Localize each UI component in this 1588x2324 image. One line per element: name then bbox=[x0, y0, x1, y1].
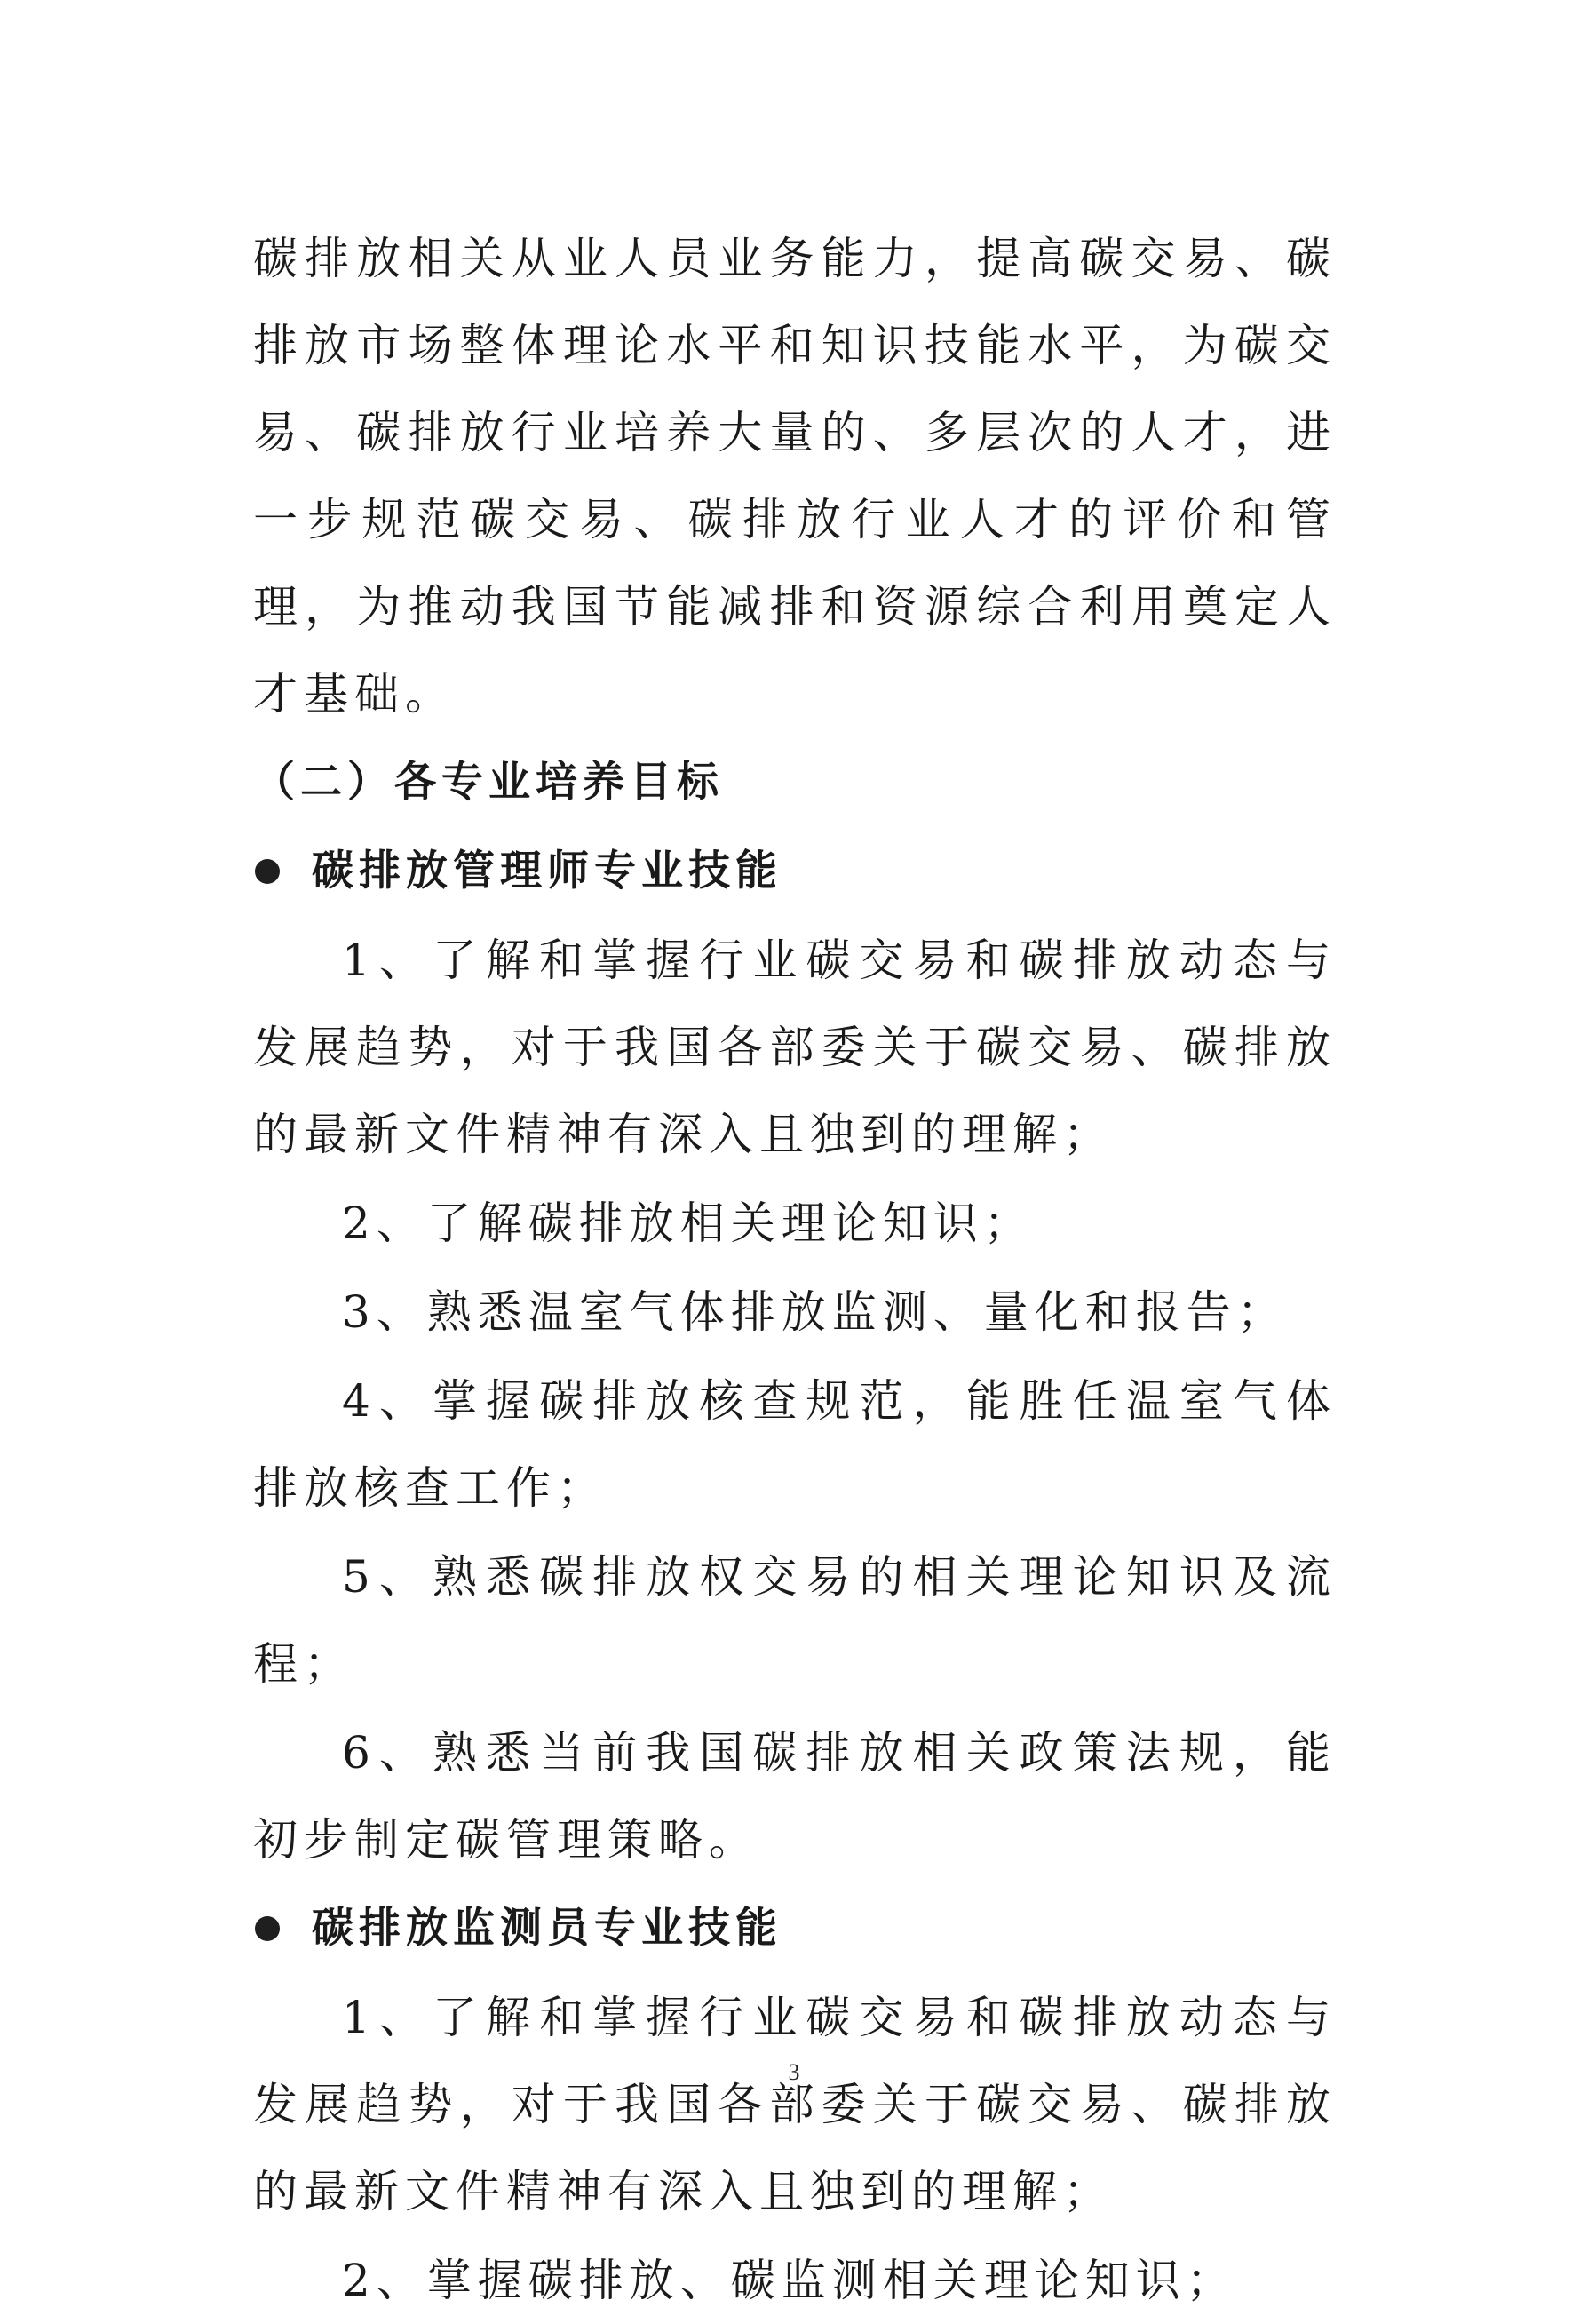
list-item: 5、熟悉碳排放权交易的相关理论知识及流程； bbox=[253, 1551, 1337, 1690]
list-item: 6、熟悉当前我国碳排放相关政策法规，能初步制定碳管理策略。 bbox=[253, 1727, 1337, 1866]
bullet-icon bbox=[255, 1916, 280, 1941]
list-item: 2、了解碳排放相关理论知识； bbox=[342, 1198, 1035, 1249]
skill-group-heading-monitor bbox=[253, 1885, 1337, 1972]
bullet-icon bbox=[255, 859, 280, 884]
list-item: 1、了解和掌握行业碳交易和碳排放动态与发展趋势，对于我国各部委关于碳交易、碳排放的最新文件精神有深入且独到的理解； bbox=[253, 935, 1337, 1160]
list-item: 3、熟悉温室气体排放监测、量化和报告； bbox=[342, 1286, 1288, 1338]
section-heading: （二）各专业培养目标 bbox=[253, 758, 724, 807]
skill-group-title: 碳排放管理师专业技能 bbox=[312, 847, 782, 895]
list-item: 2、掌握碳排放、碳监测相关理论知识； bbox=[342, 2255, 1237, 2306]
skill-group-title: 碳排放监测员专业技能 bbox=[312, 1904, 782, 1953]
list-item: 4、掌握碳排放核查规范，能胜任温室气体排放核查工作； bbox=[253, 1375, 1337, 1514]
intro-paragraph: 碳排放相关从业人员业务能力，提高碳交易、碳排放市场整体理论水平和知识技能水平，为碳交易、碳排放行业培养大量的、多层次的人才，进一步规范碳交易、碳排放行业人才的评价和管理，为推动我国节能减排和资源综合利用奠定人才基础。 bbox=[253, 233, 1337, 720]
skill-group-heading-manager bbox=[253, 828, 1337, 915]
page-content bbox=[253, 215, 1337, 2324]
list-item: 1、了解和掌握行业碳交易和碳排放动态与发展趋势，对于我国各部委关于碳交易、碳排放的最新文件精神有深入且独到的理解； bbox=[253, 1992, 1337, 2217]
page-number: 3 bbox=[788, 2059, 800, 2085]
